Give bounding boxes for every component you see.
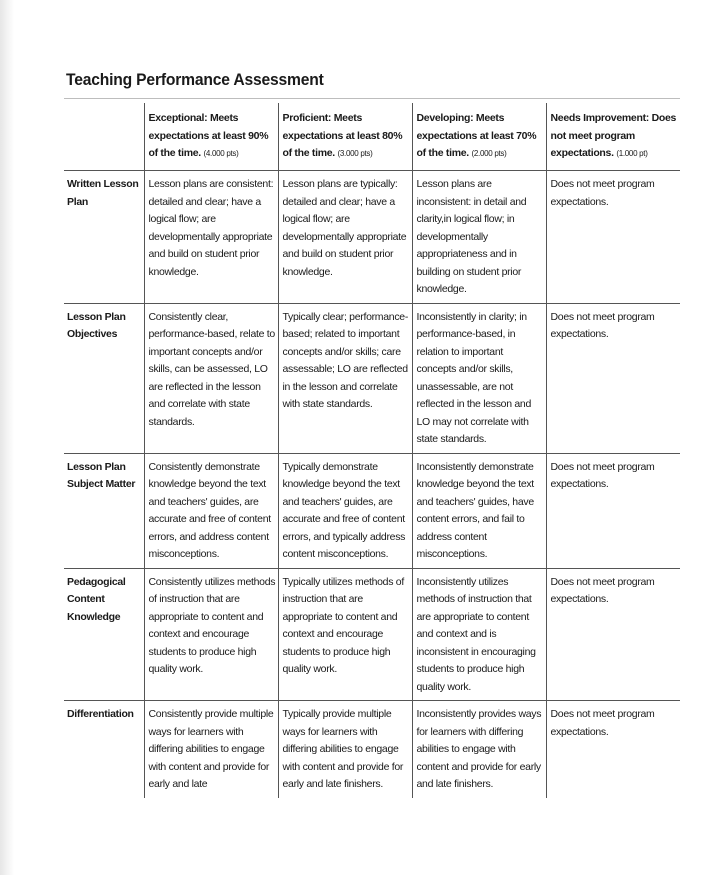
criterion-cell-exceptional: Consistently utilizes methods of instruction that are appropriate to content and context and encourage students to produce high quality work. (144, 568, 278, 701)
criterion-cell-needs-improvement: Does not meet program expectations. (546, 171, 680, 304)
header-level-developing (412, 103, 546, 171)
criterion-name: Differentiation (67, 708, 134, 720)
criterion-cell-developing: Inconsistently utilizes methods of instruction that are appropriate to content and context and is inconsistent in encouraging students to produce high quality work. (412, 568, 546, 701)
criterion-cell-developing: Inconsistently provides ways for learners with differing abilities to engage with content and provide for early and late finishers. (412, 701, 546, 798)
criterion-row-lesson-plan-subject-matter (64, 453, 680, 568)
criterion-cell-proficient: Typically utilizes methods of instruction that are appropriate to content and context and encourage students to produce high quality work. (278, 568, 412, 701)
title-divider (64, 98, 680, 99)
header-level-proficient (278, 103, 412, 171)
criterion-cell-proficient: Typically clear; performance-based; related to important concepts and/or skills; care assessable; LO are reflected in the lesson and correlate with state standards. (278, 303, 412, 453)
criterion-cell-needs-improvement: Does not meet program expectations. (546, 453, 680, 568)
level-title: Exceptional: Meets expectations at least 90% of the time. (148, 112, 269, 159)
criterion-name: Lesson Plan Subject Matter (64, 453, 144, 568)
criterion-cell-exceptional: Consistently demonstrate knowledge beyond the text and teachers' guides, are accurate and free of content errors, and address content misconceptions. (144, 453, 278, 568)
level-title: Developing: Meets expectations at least 70% of the time. (416, 112, 537, 159)
page-shadow-edge (0, 0, 14, 875)
criterion-cell-exceptional: Consistently clear, performance-based, relate to important concepts and/or skills, can be assessed, LO are reflected in the lesson and correlate with state standards. (144, 303, 278, 453)
level-points: (1.000 pt) (616, 149, 648, 158)
criterion-cell-proficient: Lesson plans are typically: detailed and clear; have a logical flow; are developmentally appropriate and build on student prior knowledge. (278, 171, 412, 304)
level-points: (3.000 pts) (337, 149, 373, 158)
criterion-cell-exceptional: Consistently provide multiple ways for learners with differing abilities to engage with content and provide for early and late (144, 701, 278, 798)
criterion-cell-needs-improvement: Does not meet program expectations. (546, 568, 680, 701)
level-title: Needs Improvement: Does not meet program expectations. (550, 112, 677, 159)
criterion-name: Written Lesson Plan (64, 171, 144, 304)
criterion-name: Pedagogical Content Knowledge (64, 568, 144, 701)
criterion-cell-developing: Lesson plans are inconsistent: in detail and clarity,in logical flow; in developmentally appropriateness and in building on student prior knowledge. (412, 171, 546, 304)
rubric-header-row (64, 103, 680, 171)
level-points: (4.000 pts) (203, 149, 239, 158)
criterion-row-differentiation (64, 701, 680, 798)
document-title: Teaching Performance Assessment (66, 70, 324, 89)
criterion-row-lesson-plan-objectives (64, 303, 680, 453)
criterion-cell-developing: Inconsistently demonstrate knowledge beyond the text and teachers' guides, have content errors, and fail to address content misconceptions. (412, 453, 546, 568)
criterion-cell-proficient: Typically provide multiple ways for learners with differing abilities to engage with content and provide for early and late finishers. (278, 701, 412, 798)
rubric-table (64, 103, 680, 798)
level-title: Proficient: Meets expectations at least 80% of the time. (282, 112, 403, 159)
criterion-cell-proficient: Typically demonstrate knowledge beyond the text and teachers' guides, are accurate and free of content errors, and typically address content misconceptions. (278, 453, 412, 568)
header-level-exceptional (144, 103, 278, 171)
criterion-cell-exceptional: Lesson plans are consistent: detailed and clear; have a logical flow; are developmentally appropriate and build on student prior knowledge. (144, 171, 278, 304)
criterion-name: Lesson Plan Objectives (64, 303, 144, 453)
header-corner-cell (64, 103, 144, 171)
header-level-needs-improvement (546, 103, 680, 171)
criterion-row-written-lesson-plan (64, 171, 680, 304)
criterion-cell-needs-improvement: Does not meet program expectations. (546, 303, 680, 453)
level-points: (2.000 pts) (471, 149, 507, 158)
criterion-cell-needs-improvement: Does not meet program expectations. (546, 701, 680, 798)
criterion-cell-developing: Inconsistently in clarity; in performance-based, in relation to important concepts and/or skills, unassessable, are not reflected in the lesson and LO may not correlate with state standards. (412, 303, 546, 453)
criterion-row-pedagogical-content-knowledge (64, 568, 680, 701)
